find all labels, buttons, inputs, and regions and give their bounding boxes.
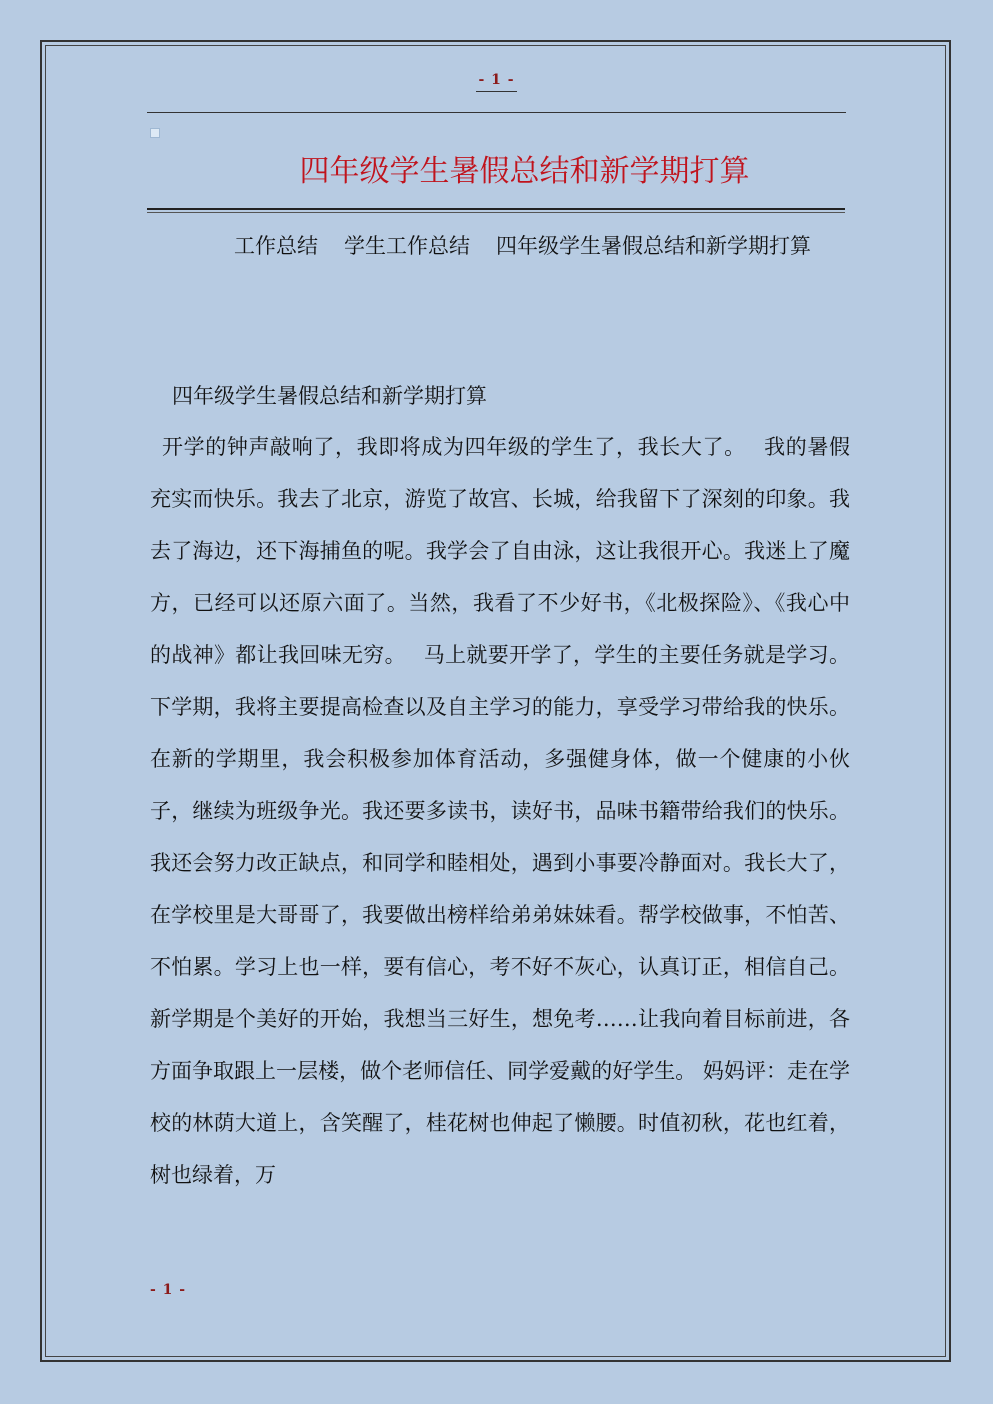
image-placeholder-icon [150,128,160,138]
header-rule [147,112,846,113]
article-body: 开学的钟声敲响了，我即将成为四年级的学生了，我长大了。 我的暑假充实而快乐。我去了北京，游览了故宫、长城，给我留下了深刻的印象。我去了海边，还下海捕鱼的呢。我学会了自由泳，这让我很开心。我迷上了魔方，已经可以还原六面了。当然，我看了不少好书，《北极探险》、《我心中的战神》都让我回味无穷。 马上就要开学了，学生的主要任务就是学习。下学期，我将主要提高检查以及自主学习的能力，享受学习带给我的快乐。在新的学期里，我会积极参加体育活动，多强健身体，做一个健康的小伙子，继续为班级争光。我还要多读书，读好书，品味书籍带给我们的快乐。我还会努力改正缺点，和同学和睦相处，遇到小事要冷静面对。我长大了，在学校里是大哥哥了，我要做出榜样给弟弟妹妹看。帮学校做事，不怕苦、不怕累。学习上也一样，要有信心，考不好不灰心，认真订正，相信自己。 新学期是个美好的开始，我想当三好生，想免考……让我向着目标前进，各方面争取跟上一层楼，做个老师信任、同学爱戴的好学生。 妈妈评：走在学校的林荫大道上，含笑醒了，桂花树也伸起了懒腰。时值初秋，花也红着，树也绿着，万 [150,435,850,1187]
title-rule-thin [147,212,845,213]
header-page-number: - 1 - [0,72,993,92]
category-tags [150,220,850,272]
title-rule [147,208,845,210]
footer-page-number: - 1 - [150,1282,187,1298]
tag: 学生工作总结 [344,234,470,258]
tag: 工作总结 [234,234,318,258]
article-subtitle: 四年级学生暑假总结和新学期打算 [172,384,487,408]
tag: 四年级学生暑假总结和新学期打算 [496,234,811,258]
document-title: 四年级学生暑假总结和新学期打算 [299,154,750,189]
